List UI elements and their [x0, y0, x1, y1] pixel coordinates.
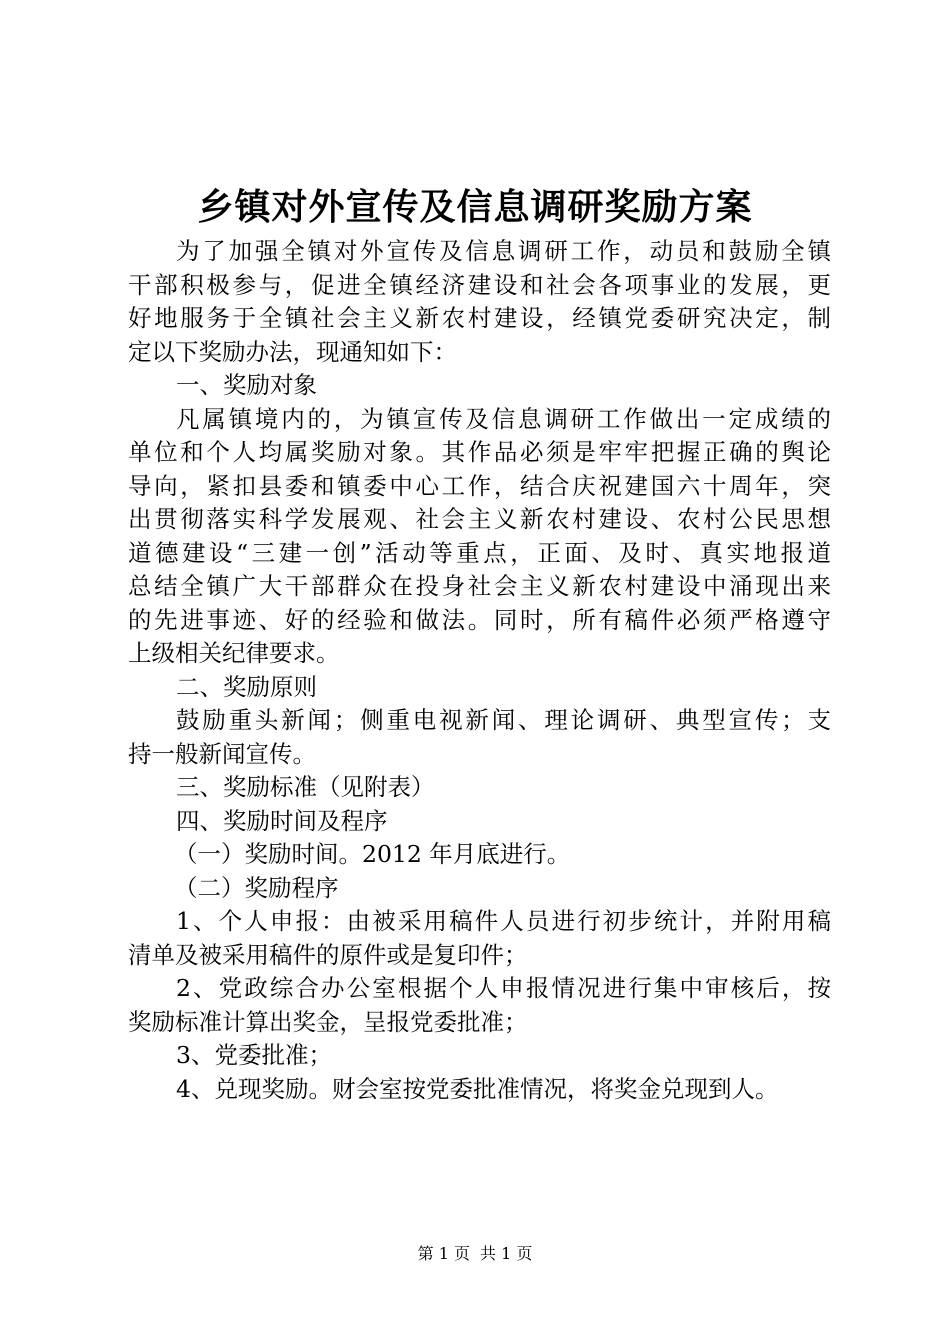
body-line-13: 上级相关纪律要求。	[128, 639, 340, 667]
body-line-15: 鼓励重头新闻；侧重电视新闻、理论调研、典型宣传；支	[176, 706, 831, 734]
step-line-2-cont: 奖励标准计算出奖金，呈报党委批准；	[128, 1007, 528, 1036]
body-line-9: 出贯彻落实科学发展观、社会主义新农村建设、农村公民思想	[128, 505, 831, 533]
step-line-4: 4、兑现奖励。财会室按党委批准情况，将奖金兑现到人。	[176, 1074, 779, 1103]
body-line-12: 的先进事迹、好的经验和做法。同时，所有稿件必须严格遵守	[128, 605, 831, 634]
subsection-heading-2: （二）奖励程序	[174, 873, 339, 902]
body-line-10: 道德建设“三建一创”活动等重点，正面、及时、真实地报道	[128, 538, 831, 567]
body-line-11: 总结全镇广大干部群众在投身社会主义新农村建设中涌现出来	[128, 572, 831, 600]
document-title: 乡镇对外宣传及信息调研奖励方案	[197, 186, 753, 228]
body-line-16: 持一般新闻宣传。	[128, 739, 316, 768]
body-line-6: 凡属镇境内的，为镇宣传及信息调研工作做出一定成绩的	[176, 404, 831, 433]
step-line-1: 1、个人申报：由被采用稿件人员进行初步统计，并附用稿	[176, 907, 831, 935]
body-line-4: 定以下奖励办法，现通知如下：	[128, 337, 457, 366]
page-footer	[0, 1243, 950, 1265]
subsection-heading-1: （一）奖励时间。2012 年月底进行。	[174, 840, 571, 868]
section-heading-1: 一、奖励对象	[176, 371, 317, 399]
step-line-1-cont: 清单及被采用稿件的原件或是复印件；	[128, 940, 528, 969]
body-line-8: 导向，紧扣县委和镇委中心工作，结合庆祝建国六十周年，突	[128, 471, 831, 500]
page-total: 共 1 页	[480, 1244, 533, 1263]
document-body	[128, 235, 831, 1106]
body-line-1: 为了加强全镇对外宣传及信息调研工作，动员和鼓励全镇	[176, 237, 831, 265]
step-line-3: 3、党委批准；	[176, 1041, 332, 1069]
page-number: 第 1 页	[417, 1244, 470, 1263]
section-heading-2: 二、奖励原则	[176, 672, 317, 701]
body-line-3: 好地服务于全镇社会主义新农村建设，经镇党委研究决定，制	[128, 304, 831, 332]
step-line-2: 2、党政综合办公室根据个人申报情况进行集中审核后，按	[176, 974, 831, 1002]
body-line-7: 单位和个人均属奖励对象。其作品必须是牢牢把握正确的舆论	[128, 438, 831, 466]
body-line-2: 干部积极参与，促进全镇经济建设和社会各项事业的发展，更	[128, 270, 831, 299]
section-heading-3: 三、奖励标准（见附表）	[176, 773, 435, 801]
section-heading-4: 四、奖励时间及程序	[176, 806, 388, 835]
